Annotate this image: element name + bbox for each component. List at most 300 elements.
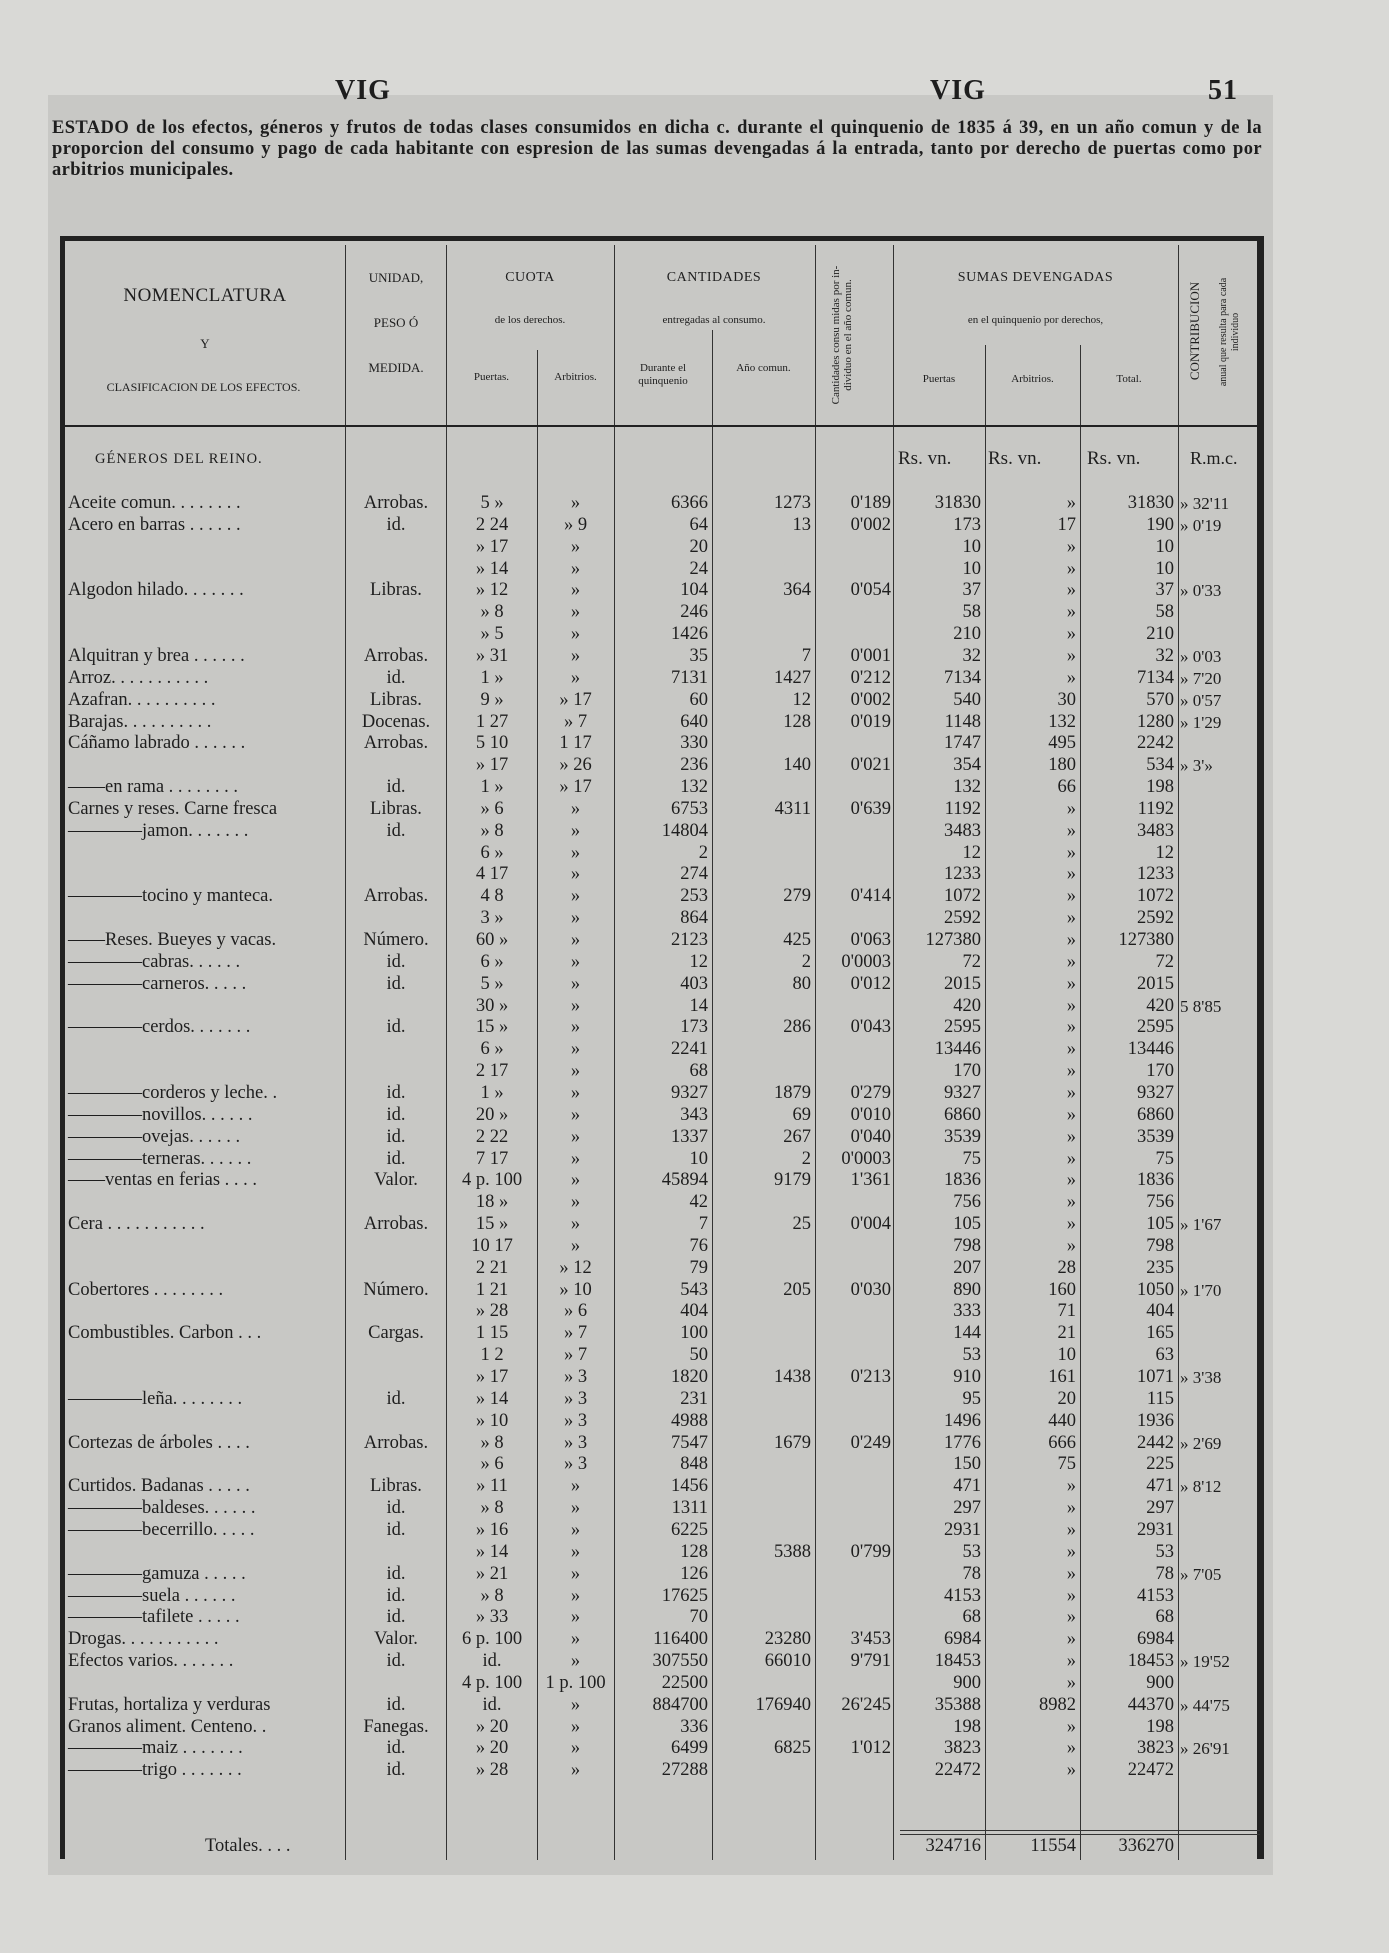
cell-sumas-arbitrios: » <box>1066 842 1076 863</box>
cell-sumas-puertas: 7134 <box>944 667 981 688</box>
cell-unidad: Número. <box>363 1279 429 1300</box>
totals-total: 336270 <box>1118 1836 1174 1856</box>
cell-sumas-puertas: 10 <box>962 558 981 579</box>
cell-unidad: id. <box>386 1607 406 1628</box>
cell-efecto: ——en rama . . . . . . . . <box>68 777 239 798</box>
unit-label: Rs. vn. <box>988 448 1042 469</box>
cell-sumas-total: 6984 <box>1137 1629 1174 1650</box>
cell-sumas-puertas: 2595 <box>944 1017 981 1038</box>
cell-sumas-total: 471 <box>1146 1476 1174 1497</box>
header-sumas-sub: en el quinquenio por derechos, <box>967 314 1104 326</box>
cell-durante: 6366 <box>671 493 708 513</box>
cell-sumas-puertas: 540 <box>953 689 981 710</box>
cell-sumas-total: 7134 <box>1137 667 1174 688</box>
cell-cuota-arbitrios: » <box>570 820 581 841</box>
cell-cuota-puertas: 6 » <box>480 1039 504 1060</box>
cell-durante: 1456 <box>671 1476 708 1497</box>
cell-durante: 14 <box>689 995 708 1016</box>
cell-sumas-puertas: 22472 <box>934 1760 981 1781</box>
cell-efecto: Cera . . . . . . . . . . . <box>68 1214 205 1235</box>
cell-sumas-total: 170 <box>1146 1061 1174 1082</box>
cell-ano: 66010 <box>764 1651 811 1672</box>
cell-efecto: ————trigo . . . . . . . <box>68 1760 242 1781</box>
header-nomenclatura: NOMENCLATURA <box>123 285 287 306</box>
cell-durante: 60 <box>689 689 708 710</box>
cell-sumas-puertas: 2931 <box>944 1519 981 1540</box>
cell-durante: 336 <box>680 1716 708 1737</box>
cell-contribucion: » 3'» <box>1180 756 1213 776</box>
cell-efecto: ————terneras. . . . . . <box>68 1148 252 1169</box>
page-number: 51 <box>1208 75 1238 106</box>
cell-unidad: Número. <box>363 930 429 950</box>
cell-sumas-puertas: 144 <box>953 1323 981 1344</box>
cell-cuota-puertas: 2 17 <box>475 1061 509 1082</box>
cell-cuota-puertas: » 8 <box>480 602 504 623</box>
cell-sumas-total: 53 <box>1155 1541 1174 1562</box>
cell-cuota-arbitrios: » <box>570 1017 581 1038</box>
cell-cuota-arbitrios: » <box>570 798 581 819</box>
cell-sumas-arbitrios: » <box>1066 1585 1076 1606</box>
cell-sumas-arbitrios: » <box>1066 1017 1076 1038</box>
cell-sumas-puertas: 798 <box>953 1235 981 1256</box>
cell-sumas-total: 2592 <box>1137 908 1174 929</box>
cell-ano: 9179 <box>774 1170 811 1191</box>
cell-durante: 12 <box>689 951 708 972</box>
cell-unidad: Libras. <box>370 689 422 710</box>
cell-durante: 79 <box>689 1257 708 1278</box>
cell-sumas-total: 127380 <box>1118 930 1174 950</box>
cell-unidad: id. <box>386 667 406 688</box>
cell-efecto: Cáñamo labrado . . . . . . <box>68 733 246 754</box>
cell-sumas-arbitrios: 180 <box>1048 755 1076 776</box>
cell-sumas-arbitrios: » <box>1066 1192 1076 1213</box>
cell-cuota-puertas: » 31 <box>475 645 509 666</box>
cell-unidad: id. <box>386 951 406 972</box>
cell-sumas-arbitrios: » <box>1066 1651 1076 1672</box>
cell-sumas-total: 1280 <box>1137 711 1174 732</box>
cell-unidad: id. <box>386 1760 406 1781</box>
cell-sumas-puertas: 297 <box>953 1498 981 1519</box>
cell-contribucion: » 2'69 <box>1180 1433 1222 1453</box>
cell-durante: 7131 <box>671 667 708 688</box>
cell-sumas-arbitrios: » <box>1066 558 1076 579</box>
cell-cuota-puertas: 1 27 <box>475 711 509 732</box>
cell-sumas-total: 3539 <box>1137 1126 1174 1147</box>
cell-sumas-arbitrios: 66 <box>1057 777 1076 798</box>
header-unidad: UNIDAD, <box>368 270 424 285</box>
cell-sumas-puertas: 4153 <box>944 1585 981 1606</box>
cell-por-individuo: 0'249 <box>850 1432 891 1453</box>
cell-sumas-arbitrios: » <box>1066 1170 1076 1191</box>
cell-sumas-puertas: 1776 <box>944 1432 981 1453</box>
cell-cuota-arbitrios: » 3 <box>563 1432 588 1453</box>
cell-cuota-arbitrios: » 3 <box>563 1388 588 1409</box>
header-sumas-arbitrios: Arbitrios. <box>1011 373 1054 385</box>
cell-durante: 4988 <box>671 1410 708 1431</box>
cell-sumas-total: 75 <box>1155 1148 1174 1169</box>
cell-unidad: id. <box>386 1694 406 1715</box>
cell-sumas-puertas: 6984 <box>944 1629 981 1650</box>
cell-cuota-arbitrios: » <box>570 1214 581 1235</box>
cell-sumas-puertas: 150 <box>953 1454 981 1475</box>
cell-durante: 274 <box>680 864 708 885</box>
cell-cuota-arbitrios: » <box>570 908 581 929</box>
cell-sumas-puertas: 170 <box>953 1061 981 1082</box>
cell-cuota-puertas: 6 » <box>480 951 504 972</box>
cell-efecto: ——Reses. Bueyes y vacas. <box>68 930 277 950</box>
cell-cuota-puertas: 5 10 <box>475 733 509 754</box>
cell-sumas-total: 2015 <box>1137 973 1174 994</box>
cell-efecto: ————corderos y leche. . <box>68 1082 278 1103</box>
cell-cuota-puertas: » 8 <box>480 1585 504 1606</box>
cell-unidad: Libras. <box>370 580 422 601</box>
cell-sumas-puertas: 132 <box>953 777 981 798</box>
cell-efecto: Barajas. . . . . . . . . . <box>68 711 212 732</box>
cell-sumas-puertas: 68 <box>962 1607 981 1628</box>
cell-ano: 1438 <box>774 1367 811 1387</box>
cell-efecto: Arroz. . . . . . . . . . . <box>68 667 209 688</box>
cell-cuota-puertas: » 6 <box>480 798 504 819</box>
header-durante: Durante el quinquenio <box>638 362 688 387</box>
cell-cuota-arbitrios: » <box>570 1498 581 1519</box>
cell-durante: 2 <box>698 842 708 863</box>
cell-cuota-arbitrios: » <box>570 1563 581 1584</box>
cell-durante: 231 <box>680 1388 708 1409</box>
cell-durante: 6753 <box>671 798 708 819</box>
header-cuota-puertas: Puertas. <box>473 371 510 383</box>
cell-por-individuo: 0'021 <box>850 755 891 776</box>
cell-por-individuo: 0'012 <box>850 973 891 994</box>
cell-cuota-puertas: » 14 <box>475 1388 509 1409</box>
cell-sumas-total: 2442 <box>1137 1432 1174 1453</box>
cell-durante: 7 <box>698 1214 708 1235</box>
cell-sumas-arbitrios: 161 <box>1048 1367 1076 1387</box>
cell-sumas-puertas: 32 <box>962 645 981 666</box>
cell-sumas-arbitrios: » <box>1066 1716 1076 1737</box>
cell-sumas-arbitrios: » <box>1066 1104 1076 1125</box>
cell-efecto: ————ovejas. . . . . . <box>68 1126 241 1147</box>
cell-cuota-puertas: » 21 <box>475 1563 509 1584</box>
cell-durante: 343 <box>680 1104 708 1125</box>
cell-contribucion: » 8'12 <box>1180 1477 1222 1497</box>
cell-por-individuo: 0'799 <box>850 1541 891 1562</box>
cell-sumas-total: 534 <box>1146 755 1174 776</box>
cell-contribucion: 5 8'85 <box>1180 996 1222 1016</box>
cell-por-individuo: 3'453 <box>850 1629 891 1650</box>
cell-unidad: id. <box>386 1498 406 1519</box>
cell-sumas-puertas: 900 <box>953 1672 981 1693</box>
cell-sumas-arbitrios: » <box>1066 493 1076 513</box>
cell-cuota-arbitrios: » 26 <box>559 755 592 776</box>
cell-cuota-arbitrios: » 12 <box>559 1257 592 1278</box>
cell-sumas-total: 13446 <box>1127 1039 1174 1060</box>
cell-cuota-puertas: 4 8 <box>480 886 504 907</box>
cell-cuota-arbitrios: » <box>570 864 581 885</box>
cell-cuota-puertas: 9 » <box>480 689 504 710</box>
column-rule <box>712 330 713 1860</box>
cell-sumas-puertas: 1747 <box>944 733 981 754</box>
cell-ano: 80 <box>792 973 811 994</box>
cell-sumas-puertas: 207 <box>953 1257 981 1278</box>
cell-sumas-total: 297 <box>1146 1498 1174 1519</box>
cell-efecto: Frutas, hortaliza y verduras <box>68 1694 271 1715</box>
totals-rule <box>900 1830 1260 1831</box>
cell-por-individuo: 0'279 <box>850 1082 891 1103</box>
cell-sumas-puertas: 2592 <box>944 908 981 929</box>
cell-durante: 7547 <box>671 1432 708 1453</box>
cell-unidad: id. <box>386 1738 406 1759</box>
cell-ano: 69 <box>792 1104 811 1125</box>
cell-sumas-total: 37 <box>1155 580 1174 601</box>
cell-durante: 50 <box>689 1345 708 1366</box>
cell-cuota-arbitrios: » 7 <box>563 711 588 732</box>
cell-por-individuo: 0'001 <box>850 645 891 666</box>
cell-unidad: id. <box>386 1082 406 1103</box>
cell-sumas-puertas: 210 <box>953 624 981 645</box>
cell-cuota-arbitrios: » <box>570 1541 581 1562</box>
cell-durante: 543 <box>680 1279 708 1300</box>
header-cuota-sub: de los derechos. <box>494 314 566 326</box>
cell-ano: 425 <box>783 930 811 950</box>
cell-unidad: Cargas. <box>368 1323 424 1344</box>
cell-durante: 640 <box>680 711 708 732</box>
cell-ano: 6825 <box>774 1738 811 1759</box>
cell-sumas-total: 756 <box>1146 1192 1174 1213</box>
cell-sumas-puertas: 756 <box>953 1192 981 1213</box>
cell-durante: 1337 <box>671 1126 708 1147</box>
cell-contribucion: » 44'75 <box>1180 1695 1230 1715</box>
cell-sumas-arbitrios: 30 <box>1057 689 1076 710</box>
cell-cuota-arbitrios: » 9 <box>563 514 588 535</box>
cell-cuota-puertas: 10 17 <box>471 1235 513 1256</box>
cell-sumas-total: 3483 <box>1137 820 1174 841</box>
header-contribucion-sub: anual que resulta para cada individuo <box>1218 277 1241 387</box>
cell-sumas-arbitrios: 17 <box>1057 514 1076 535</box>
cell-durante: 307550 <box>652 1651 708 1672</box>
unit-label: R.m.c. <box>1190 448 1238 468</box>
cell-por-individuo: 0'639 <box>850 798 891 819</box>
cell-por-individuo: 1'361 <box>850 1170 891 1191</box>
cell-por-individuo: 0'019 <box>850 711 891 732</box>
cell-cuota-arbitrios: » <box>570 1519 581 1540</box>
cell-sumas-puertas: 105 <box>953 1214 981 1235</box>
cell-sumas-arbitrios: » <box>1066 930 1076 950</box>
cell-por-individuo: 0'054 <box>850 580 891 601</box>
totals-puertas: 324716 <box>925 1836 981 1856</box>
cell-durante: 27288 <box>661 1760 708 1781</box>
cell-por-individuo: 0'010 <box>850 1104 891 1125</box>
cell-cuota-puertas: 1 » <box>480 777 504 798</box>
cell-sumas-arbitrios: » <box>1066 798 1076 819</box>
cell-contribucion: » 19'52 <box>1180 1652 1230 1672</box>
cell-ano: 5388 <box>774 1541 811 1562</box>
cell-sumas-puertas: 1192 <box>944 798 981 819</box>
cell-cuota-arbitrios: » <box>570 995 581 1016</box>
cell-cuota-arbitrios: » 7 <box>563 1323 588 1344</box>
cell-sumas-puertas: 173 <box>953 514 981 535</box>
cell-sumas-total: 9327 <box>1137 1082 1174 1103</box>
cell-sumas-puertas: 910 <box>953 1367 981 1387</box>
cell-sumas-arbitrios: 495 <box>1048 733 1076 754</box>
column-rule <box>893 245 894 1860</box>
cell-unidad: id. <box>386 1017 406 1038</box>
cell-cuota-puertas: » 6 <box>480 1454 504 1475</box>
cell-cuota-puertas: 1 15 <box>475 1323 509 1344</box>
cell-sumas-puertas: 198 <box>953 1716 981 1737</box>
cell-unidad: id. <box>386 1104 406 1125</box>
cell-cuota-puertas: » 8 <box>480 1498 504 1519</box>
cell-sumas-puertas: 1148 <box>944 711 981 732</box>
cell-sumas-total: 1071 <box>1137 1367 1174 1387</box>
cell-sumas-arbitrios: 75 <box>1057 1454 1076 1475</box>
cell-durante: 76 <box>689 1235 708 1256</box>
cell-cuota-arbitrios: » <box>570 930 581 950</box>
cell-unidad: id. <box>386 1126 406 1147</box>
cell-sumas-total: 165 <box>1146 1323 1174 1344</box>
cell-cuota-arbitrios: » <box>570 951 581 972</box>
cell-cuota-arbitrios: » <box>570 1607 581 1628</box>
cell-cuota-puertas: » 28 <box>475 1301 509 1322</box>
cell-cuota-arbitrios: » <box>570 1476 581 1497</box>
cell-unidad: Arrobas. <box>363 733 429 754</box>
cell-sumas-arbitrios: » <box>1066 995 1076 1016</box>
cell-cuota-puertas: » 20 <box>475 1738 509 1759</box>
cell-unidad: Arrobas. <box>363 493 429 513</box>
cell-unidad: id. <box>386 1585 406 1606</box>
cell-efecto: ————tocino y manteca. <box>68 886 273 907</box>
cell-efecto: ————leña. . . . . . . . <box>68 1388 243 1409</box>
cell-cuota-arbitrios: » <box>570 1694 581 1715</box>
cell-cuota-arbitrios: » <box>570 1192 581 1213</box>
header-sumas-puertas: Puertas <box>922 373 956 385</box>
cell-sumas-total: 225 <box>1146 1454 1174 1475</box>
cell-sumas-puertas: 6860 <box>944 1104 981 1125</box>
cell-sumas-total: 2931 <box>1137 1519 1174 1540</box>
header-cuota-arbitrios: Arbitrios. <box>554 371 597 383</box>
cell-sumas-total: 210 <box>1146 624 1174 645</box>
cell-sumas-total: 190 <box>1146 514 1174 535</box>
cell-durante: 100 <box>680 1323 708 1344</box>
cell-sumas-arbitrios: 10 <box>1057 1345 1076 1366</box>
header-clasificacion: CLASIFICACION DE LOS EFECTOS. <box>106 380 301 394</box>
cell-cuota-puertas: 6 p. 100 <box>461 1629 523 1650</box>
cell-cuota-arbitrios: » <box>570 1061 581 1082</box>
cell-efecto: Cobertores . . . . . . . . <box>68 1279 224 1300</box>
cell-cuota-arbitrios: » 17 <box>559 777 592 798</box>
cell-sumas-total: 78 <box>1155 1563 1174 1584</box>
cell-sumas-arbitrios: » <box>1066 1629 1076 1650</box>
cell-por-individuo: 1'012 <box>850 1738 891 1759</box>
cell-cuota-puertas: » 14 <box>475 558 509 579</box>
cell-cuota-puertas: 1 2 <box>480 1345 504 1366</box>
cell-sumas-arbitrios: » <box>1066 1519 1076 1540</box>
header-rule <box>62 425 1258 427</box>
cell-ano: 286 <box>783 1017 811 1038</box>
cell-sumas-arbitrios: » <box>1066 645 1076 666</box>
cell-cuota-arbitrios: » <box>570 645 581 666</box>
cell-cuota-puertas: 15 » <box>475 1214 509 1235</box>
cell-cuota-puertas: » 8 <box>480 1432 504 1453</box>
cell-sumas-arbitrios: » <box>1066 1148 1076 1169</box>
cell-sumas-arbitrios: 20 <box>1057 1388 1076 1409</box>
cell-contribucion: » 0'03 <box>1180 646 1222 666</box>
cell-sumas-puertas: 75 <box>962 1148 981 1169</box>
cell-sumas-arbitrios: 666 <box>1048 1432 1076 1453</box>
cell-sumas-arbitrios: » <box>1066 1235 1076 1256</box>
cell-efecto: Acero en barras . . . . . . <box>68 514 241 535</box>
cell-efecto: ————jamon. . . . . . . <box>68 820 249 841</box>
cell-unidad: Valor. <box>374 1170 418 1191</box>
cell-sumas-arbitrios: » <box>1066 1672 1076 1693</box>
cell-sumas-puertas: 13446 <box>934 1039 981 1060</box>
cell-cuota-arbitrios: » 3 <box>563 1454 588 1475</box>
cell-sumas-puertas: 53 <box>962 1345 981 1366</box>
cell-sumas-arbitrios: » <box>1066 1214 1076 1235</box>
totals-label: Totales. . . . <box>205 1836 291 1856</box>
cell-sumas-total: 1836 <box>1137 1170 1174 1191</box>
cell-sumas-puertas: 471 <box>953 1476 981 1497</box>
cell-ano: 25 <box>792 1214 811 1235</box>
cell-durante: 45894 <box>661 1170 708 1191</box>
cell-sumas-total: 115 <box>1146 1388 1174 1409</box>
cell-sumas-arbitrios: » <box>1066 1738 1076 1759</box>
cell-por-individuo: 0'002 <box>850 689 891 710</box>
cell-durante: 864 <box>680 908 708 929</box>
cell-cuota-puertas: 5 » <box>480 493 504 513</box>
cell-durante: 17625 <box>661 1585 708 1606</box>
cell-cuota-puertas: 4 p. 100 <box>461 1672 523 1693</box>
cell-sumas-puertas: 127380 <box>925 930 981 950</box>
cell-sumas-arbitrios: » <box>1066 1607 1076 1628</box>
cell-contribucion: » 1'70 <box>1180 1280 1222 1300</box>
cell-por-individuo: 0'212 <box>850 667 891 688</box>
cell-sumas-puertas: 78 <box>962 1563 981 1584</box>
cell-durante: 236 <box>680 755 708 776</box>
cell-sumas-arbitrios: » <box>1066 536 1076 557</box>
unit-label: Rs. vn. <box>1087 448 1141 469</box>
cell-ano: 12 <box>792 689 811 710</box>
cell-cuota-puertas: 30 » <box>475 995 509 1016</box>
cell-cuota-puertas: » 12 <box>475 580 509 601</box>
cell-cuota-arbitrios: » 6 <box>563 1301 588 1322</box>
cell-durante: 68 <box>689 1061 708 1082</box>
cell-sumas-arbitrios: » <box>1066 1061 1076 1082</box>
totals-rule <box>900 1834 1260 1835</box>
cell-cuota-arbitrios: » 7 <box>563 1345 588 1366</box>
cell-efecto: Azafran. . . . . . . . . . <box>68 689 216 710</box>
cell-cuota-puertas: » 8 <box>480 820 504 841</box>
cell-sumas-total: 1936 <box>1137 1410 1174 1431</box>
cell-durante: 35 <box>689 645 708 666</box>
cell-sumas-puertas: 354 <box>953 755 981 776</box>
cell-cuota-arbitrios: » <box>570 1629 581 1650</box>
cell-sumas-total: 10 <box>1155 558 1174 579</box>
cell-cuota-arbitrios: » 10 <box>559 1279 592 1300</box>
cell-cuota-arbitrios: » <box>570 580 581 601</box>
cell-durante: 14804 <box>661 820 708 841</box>
cell-por-individuo: 0'040 <box>850 1126 891 1147</box>
cell-sumas-arbitrios: » <box>1066 1541 1076 1562</box>
cell-por-individuo: 0'213 <box>850 1367 891 1387</box>
cell-sumas-arbitrios: » <box>1066 1760 1076 1781</box>
header-ano: Año comun. <box>736 362 791 374</box>
cell-efecto: Curtidos. Badanas . . . . . <box>68 1476 250 1497</box>
cell-efecto: ————cerdos. . . . . . . <box>68 1017 251 1038</box>
cell-sumas-total: 22472 <box>1127 1760 1174 1781</box>
header-sumas-total: Total. <box>1116 373 1142 385</box>
cell-sumas-arbitrios: » <box>1066 951 1076 972</box>
cell-durante: 70 <box>689 1607 708 1628</box>
